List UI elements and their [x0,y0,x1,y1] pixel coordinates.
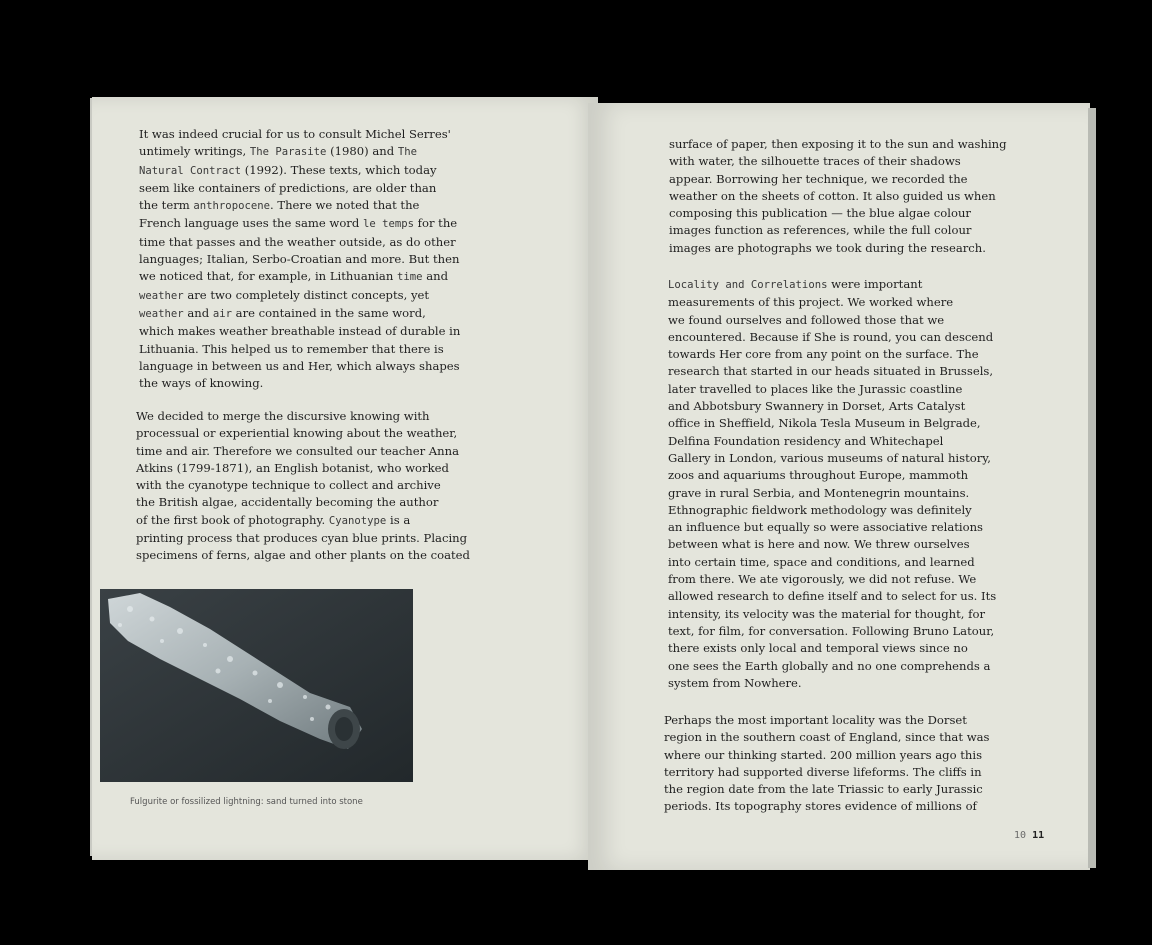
monospace-term: le temps [362,218,414,231]
text-line: appear. Borrowing her technique, we recorded the [669,171,968,186]
text-line: we found ourselves and followed those that we [668,312,945,327]
text-line: Gallery in London, various museums of natural history, [668,450,991,465]
text-line: surface of paper, then exposing it to the sun and washing [669,137,1007,151]
text-line: language in between us and Her, which always shapes [139,358,460,373]
text-line: with the cyanotype technique to collect and archive [136,478,441,493]
text-line: towards Her core from any point on the surface. The [668,347,979,362]
text-line: allowed research to define itself and to select for us. Its [668,589,997,604]
text-line: images function as references, while the full colour [669,223,972,238]
text-line: one sees the Earth globally and no one comprehends a [668,658,991,673]
text-line: Ethnographic fieldwork methodology was definitely [668,502,972,517]
text-line: Locality and Correlations were important [668,277,923,291]
text-line: weather and air are contained in the same word, [139,305,426,320]
monospace-term: The [397,146,417,159]
text-line: It was indeed crucial for us to consult Michel Serres' [139,127,451,141]
fulgurite-image [100,589,413,782]
text-line: an influence but equally so were associative relations [668,520,983,535]
monospace-term: The Parasite [249,146,327,159]
text-line: images are photographs we took during the research. [669,240,986,255]
text-line: Natural Contract (1992). These texts, which today [139,162,437,177]
text-line: weather on the sheets of cotton. It also guided us when [669,188,996,203]
text-line: French language uses the same word le temps for the [139,216,458,231]
text-line: into certain time, space and conditions, and learned [668,554,975,569]
text-line: seem like containers of predictions, are older than [139,180,437,195]
text-line: encountered. Because if She is round, you can descend [668,329,994,344]
text-line: weather are two completely distinct concepts, yet [139,287,430,302]
monospace-term: weather [139,307,184,320]
text-line: between what is here and now. We threw ourselves [668,537,970,552]
text-line: specimens of ferns, algae and other plants on the coated [136,548,470,563]
text-line: measurements of this project. We worked where [668,295,954,310]
text-line: where our thinking started. 200 million years ago this [664,747,983,762]
text-line: Atkins (1799-1871), an English botanist, who worked [136,460,449,475]
text-line: Delfina Foundation residency and Whitechapel [668,433,944,448]
text-line: office in Sheffield, Nikola Tesla Museum in Belgrade, [668,416,981,431]
text-line: We decided to merge the discursive knowing with [136,409,430,423]
text-line: the term anthropocene. There we noted that the [139,198,420,213]
right-paragraph-2 [668,276,996,692]
text-line: the region date from the late Triassic to early Jurassic [664,782,983,797]
monospace-term: anthropocene [193,200,270,213]
page-numbers [1014,830,1044,841]
text-line: later travelled to places like the Jurassic coastline [668,381,963,396]
text-line: system from Nowhere. [668,675,802,690]
text-line: printing process that produces cyan blue prints. Placing [136,531,468,546]
right-paragraph-3 [664,712,989,816]
text-line: region in the southern coast of England, since that was [664,730,990,745]
monospace-term: Natural Contract [139,164,242,177]
text-line: and Abbotsbury Swannery in Dorset, Arts Catalyst [668,399,966,414]
text-line: we noticed that, for example, in Lithuanian time and [139,269,449,284]
page-number-left: 10 [1014,830,1027,841]
monospace-term: Cyanotype [328,514,387,527]
text-line: intensity, its velocity was the material for thought, for [668,606,985,621]
text-line: Lithuania. This helped us to remember that there is [139,341,444,356]
right-page-edge [1088,108,1096,868]
left-paragraph-1 [139,126,460,392]
monospace-term: weather [139,289,184,302]
monospace-term: Locality and Correlations [668,279,828,291]
text-line: processual or experiential knowing about the weather, [136,426,458,441]
text-line: composing this publication — the blue algae colour [669,206,971,221]
right-paragraph-1 [669,136,1007,257]
text-line: research that started in our heads situated in Brussels, [668,364,994,379]
text-line: time that passes and the weather outside, as do other [139,234,456,249]
text-line: of the first book of photography. Cyanotype is a [136,512,411,527]
text-line: zoos and aquariums throughout Europe, mammoth [668,468,969,483]
fulgurite-photo [100,589,413,782]
monospace-term: time [397,271,423,284]
photo-caption: Fulgurite or fossilized lightning: sand turned into stone [130,797,363,807]
monospace-term: air [212,307,232,320]
text-line: from there. We ate vigorously, we did not refuse. We [668,572,977,587]
left-paragraph-2 [136,408,470,565]
text-line: there exists only local and temporal views since no [668,641,968,656]
text-line: which makes weather breathable instead of durable in [139,324,461,339]
text-line: periods. Its topography stores evidence of millions of [664,799,977,814]
text-line: the British algae, accidentally becoming the author [136,495,439,510]
text-line: the ways of knowing. [139,376,264,391]
text-line: with water, the silhouette traces of their shadows [669,154,961,169]
page-number-right: 11 [1032,830,1045,841]
text-line: text, for film, for conversation. Following Bruno Latour, [668,623,995,638]
text-line: languages; Italian, Serbo-Croatian and more. But then [139,252,460,267]
text-line: territory had supported diverse lifeforms. The cliffs in [664,764,982,779]
text-line: untimely writings, The Parasite (1980) and The [139,144,417,159]
text-line: grave in rural Serbia, and Montenegrin mountains. [668,485,970,500]
text-line: Perhaps the most important locality was the Dorset [664,713,967,727]
text-line: time and air. Therefore we consulted our teacher Anna [136,443,460,458]
